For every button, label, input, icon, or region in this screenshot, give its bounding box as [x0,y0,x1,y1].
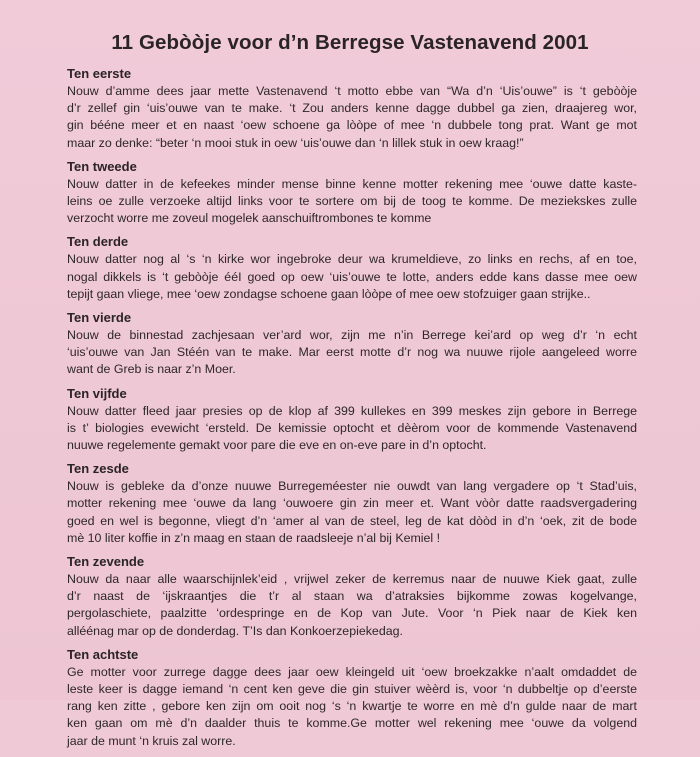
section-heading: Ten zesde [67,461,129,477]
section [67,159,637,228]
section-heading: Ten vierde [67,310,132,326]
paragraph-line: Nouw datter in de kefeekes minder mense binne kenne motter rekening mee ‘ouwe datte kaste- [67,176,637,191]
document-body [67,66,637,757]
paragraph-line: ken gaan om mè d’n daalder thuis te komme.Ge motter wel rekening mee ‘ouwe da volgend [67,716,637,731]
paragraph-line: alléénag mar op de donderdag. T’Is dan Konkoerzepiekedag. [67,623,403,638]
paragraph-line: leins oe zulle verzoeke altijd links voor te sortere om bij de toog te komme. De meziekskes zulle [67,194,637,209]
paragraph-line: gin bééne meer et en naast ‘oew schoene ga lòòpe of mee ‘n dubbele tong prat. Want ge mot [67,118,637,133]
page-title: 11 Gebòòje voor d’n Berregse Vastenavend 2001 [111,31,589,54]
paragraph-line: motter rekening mee ‘ouwe da lang ‘ouwoere gin zin meer et. Want vòòr datte raadsvergadering [67,496,637,511]
section-heading: Ten vijfde [67,385,127,401]
section-heading: Ten eerste [67,66,132,81]
section [67,234,637,303]
section-heading: Ten tweede [67,158,137,174]
paragraph-line: Nouw de binnestad zachjesaan ver’ard wor, zijn me n’in Berrege kei’ard op weg d’r ‘n echt [67,328,637,343]
section-heading: Ten zevende [67,554,145,570]
paragraph-line: Nouw d’amme dees jaar mette Vastenavend ‘t motto ebbe van “Wa d’n ‘Uis’ouwe” is ‘t gebòòje [67,84,637,98]
section [67,310,637,379]
paragraph-line: leste keer is dagge iemand ‘n cent ken geve die gin stuiver wèèrd is, voor ‘n dubbeltje op d’eerste [67,682,637,697]
section [67,386,637,455]
paragraph-line: d’r zellef gin ‘uis’ouwe van te make. ‘t Zou anders kenne dagge dubbel ga zien, draajereg wor, [67,101,637,116]
paragraph-line: Nouw datter nog al ‘s ‘n kirke wor ingebroke deur wa krumeldieve, zo links en rechs, af en toe, [67,252,637,267]
paragraph-line: rang ken zitte , gebore ken zijn om ooit nog ‘s ‘n kwartje te worre en mè d’n gulde naar de mart [67,699,637,714]
paragraph-line: nogal dikkels is ‘t gebòòje ééI goed op oew ‘uis’ouwe te lotte, anders edde kans dasse mee oew [67,269,637,284]
section [67,461,637,547]
section-heading: Ten achtste [67,646,139,662]
paragraph-line: Nouw datter fleed jaar presies op de klop af 399 kullekes en 399 meskes zijn gebore in Berrege [67,403,637,418]
paragraph-line: want de Greb is naar z’n Moer. [67,362,236,377]
section [67,66,637,152]
paragraph-line: ‘uis’ouwe van Jan Stéén van te make. Mar eerst motte d’r nog wa nuuwe rijole aangeleed worre [67,345,637,360]
paragraph-line: Ge motter voor zurrege dagge dees jaar oew kleingeld uit ‘oew broekzakke n’aalt omdaddet de [67,664,637,679]
paragraph-line: jaar de munt ‘n kruis zal worre. [67,733,236,748]
section [67,647,637,750]
paragraph-line: goed en wel is begonne, vliegt d’n ‘amer al van de steel, leg de kat dòòd in d’n ‘oek, zit de bode [67,513,637,528]
section [67,554,637,640]
paragraph-line: is t’ biologies evewicht ‘ersteld. De kemissie optocht et dèèrom voor de kommende Vastenavend [67,420,637,435]
section-heading: Ten derde [67,234,129,250]
paragraph-line: verzocht worre me zoveul mogelek aanschuiftrombones te komme [67,211,432,226]
paragraph-line: Nouw is gebleke da d’onze nuuwe Burregeméester nie ouwdt van lang vergadere op ‘t Stad’uis, [67,479,637,494]
paragraph-line: d’r naast de ‘ijskraantjes die t’r al staan wa d’atraksies bijkomme zowas kogelvange, [67,589,637,604]
paragraph-line: tepijt gaan vliege, mee ‘oew zondagse schoene gaan lòòpe of mee oew stofzuiger gaan strijke.. [67,286,591,301]
paragraph-line: mè 10 liter koffie in z’n maag en staan de raadsleeje n’al bij Kemiel ! [67,530,441,545]
paragraph-line: Nouw da naar alle waarschijnlek’eid , vrijwel zeker de kerremus naar de nuuwe Kiek gaat, zulle [67,572,637,587]
paragraph-line: nuuwe regelemente gemakt voor pare die eve en on-eve pare in d’n optocht. [67,438,487,453]
paragraph-line: pergolaschiete, paalzitte ‘ordespringe en de Kop van Jute. Voor ‘n Piek naar de Kiek ken [67,606,637,621]
paragraph-line: maar zo denke: “beter ‘n mooi stuk in oew ‘uis’ouwe dan ‘n lillek stuk in oew kraag!” [67,135,524,150]
